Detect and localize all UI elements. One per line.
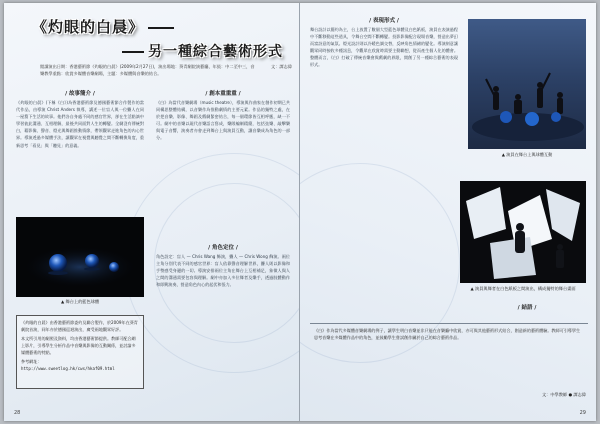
section-body-story: 《灼眼的白晨》(下稱《白》)為香港藝術節及德國藝術節合作製作的當代作品，由導演 Christ Anders 執導，講述一位盲人與一位聾人在同一屋簷下生活的故事。他們各自身處不同的感官世界，卻在生活點滴中學習彼此溝通、互相理解，最後共同面對人生的轉變。全劇沒有傳統對白，藉影像、聲音、燈光與舞蹈推動情節，帶領觀眾走進角色的內心世界。導演透過多媒體手法，讓觀眾在視覺與聽覺之間不斷轉換角度，重新思考「看見」與「聽見」的意義。: [16, 100, 144, 148]
photo-caption: ▲ 舞台上的藍色球體: [60, 299, 100, 304]
stage-photo-performers-with-spheres: [468, 19, 586, 149]
section-heading-story: / 故事簡介 /: [65, 91, 95, 97]
section-heading-conclusion: / 結語 /: [517, 305, 537, 311]
section-body-creation: 《白》為當代音樂劇場（music theatre），導演與作曲家在創作初期已共同構思整體結構，以音樂作為推動劇情的主要元素。作品的獨特之處，在於把音樂、影像、舞蹈及戲劇緊密結合，每一個環節皆互相呼應，缺一不可。劇中的音樂以現代音樂語言寫成，樂隊編制精簡，包括弦樂、敲擊樂與電子音響，演奏者亦會走到舞台上與演員互動，讓音樂成為角色的一部分。: [156, 100, 290, 141]
section-heading-creation: / 創本重重重 /: [205, 91, 241, 97]
right-page: [300, 3, 596, 421]
section-heading-form: / 表現形式 /: [369, 18, 399, 24]
stage-photo-white-panels: [460, 181, 586, 283]
section-heading-roles: / 角色定位 /: [208, 245, 238, 251]
info-box: 《灼眼的白晨》由香港藝術節委約及聯合製作，於2009年在葵青劇院首演，同年亦於德國巡迴演出，廣受兩地觀眾好評。 本文所引用的劇照及資料，均由香港藝術節提供。教師可配合網上影片，引導學生分析作品中音樂與影像的互動關係，並討論多媒體藝術的特點。 參考網址： http://www.sweetlog.hk/cws/hkaf09.html: [16, 315, 144, 389]
stage-photo-blue-spheres: [16, 217, 144, 297]
author-credit: 文：譚志偉: [271, 64, 292, 69]
article-byline: 閱讀演出日期：香港藝術節《灼眼的白晨》(2009年2月27日)，演出場地：葵青劇院演藝廳，年級：中二至中三，音樂教學重點：欣賞多媒體音樂劇場，主題：多媒體與音樂的結合。 文：譚志偉: [40, 64, 292, 76]
blue-sphere: [109, 262, 119, 272]
reference-link[interactable]: http://www.sweetlog.hk/cws/hkaf09.html: [21, 366, 115, 371]
conclusion-block: 《白》作為當代多媒體音樂劇場的例子，讓學生明白音樂並非只能在音樂廳中欣賞，亦可與其他藝術形式結合，創造新的藝術體驗。教師可引導學生思考音樂在多媒體作品中的角色，並鼓勵學生嘗試創作屬於自己的綜合藝術作品。: [310, 323, 588, 387]
article-subtitle: 另一種綜合藝術形式: [122, 41, 283, 61]
section-body-form: 舞台設計以簡約為主，台上放置了數個大型藍色球體及白色紙板，演員在表演過程中不斷移動這些道具，令舞台空間不斷轉變。投影影像配合現場音樂，營造出夢幻而富詩意的氣氛。燈光設計則以冷暖色調交替，反映角色情緒的變化。導演刻意讓觀眾同時接收多種訊息，令觀眾在欣賞時需要主動聯想，從而產生個人化的體會。整體而言，《白》打破了傳統音樂會與戲劇的界限，開創了另一種綜合藝術的表現形式。: [310, 27, 458, 68]
left-page: [4, 3, 300, 421]
section-body-roles: 角色設定：盲人 — Chris Wang 飾演，聾人 — Chris Wong 飾演。兩位主角分別代表不同的感官世界：盲人依靠聲音理解世界，聾人則以影像和手勢感受身邊的一切。導演安排兩位主角在舞台上互相補足，象徵人與人之間的溝通需要包容與理解。劇中亦加入多位舞者及樂手，透過肢體動作和即興演奏，營造角色內心的起伏和張力。: [156, 254, 290, 288]
blue-sphere: [49, 254, 67, 272]
photo-caption: ▲ 演員與舞者在白色紙板之間演出，構成獨特的舞台畫面: [470, 286, 576, 291]
page-number: 28: [14, 410, 21, 416]
page-number: 29: [579, 410, 586, 416]
author-signature: 文：中學教師 ● 譚志偉: [541, 392, 586, 397]
magazine-spread: [4, 3, 596, 421]
article-title: 《灼眼的白晨》: [32, 16, 174, 37]
blue-sphere: [85, 254, 99, 268]
photo-caption: ▲ 演員在舞台上與球體互動: [501, 152, 553, 157]
performer-silhouettes: [486, 73, 563, 114]
